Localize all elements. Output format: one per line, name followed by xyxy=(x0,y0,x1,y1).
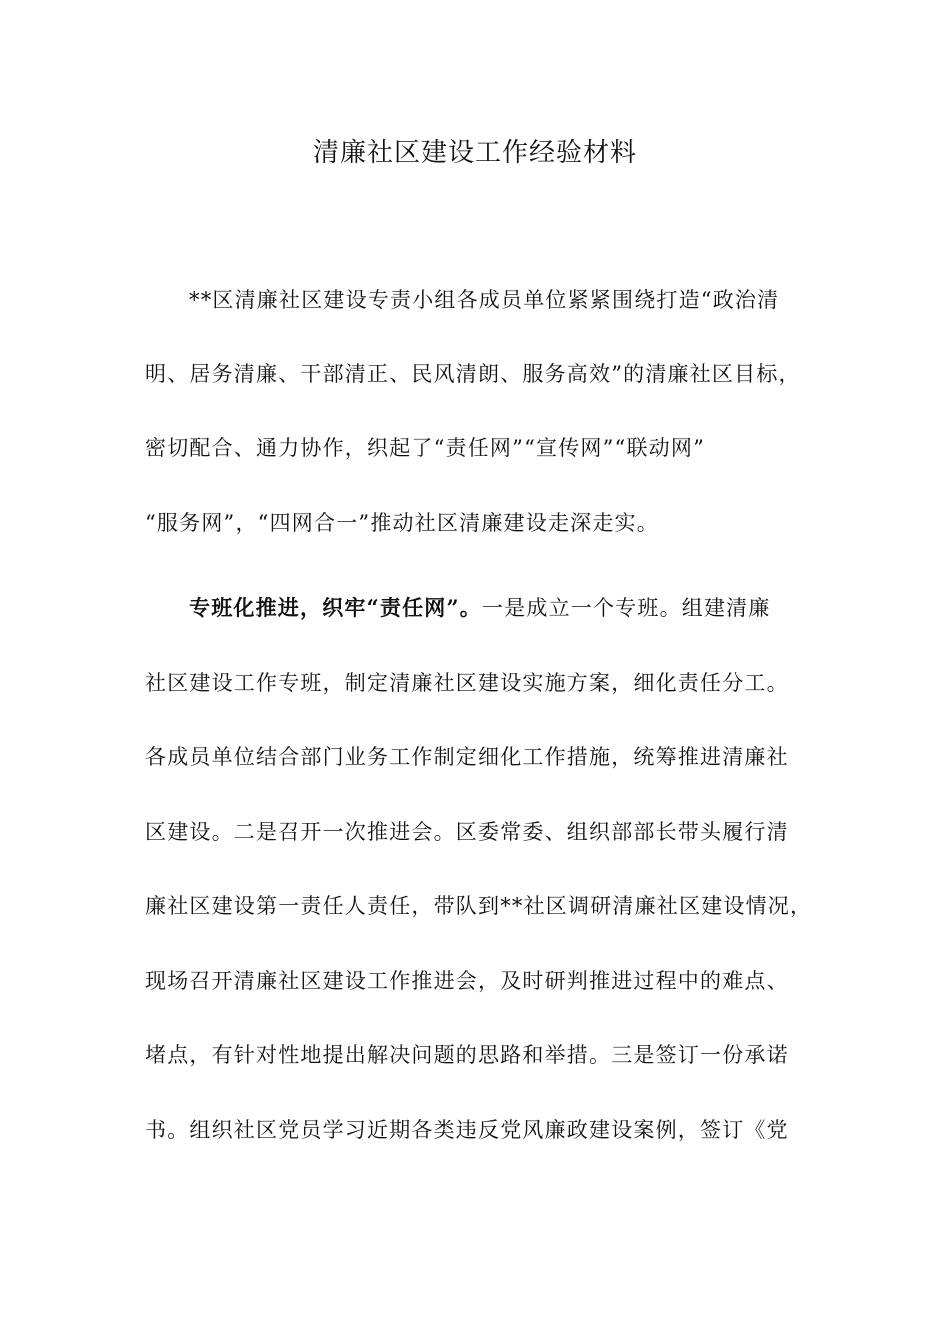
paragraph-2-line-5: 廉社区建设第一责任人责任，带队到**社区调研清廉社区建设情况， xyxy=(145,894,813,918)
paragraph-2-line-1-rest: 一是成立一个专班。组建清廉 xyxy=(481,596,771,620)
paragraph-1-line-3: 密切配合、通力协作，织起了“责任网”“宣传网”“联动网” xyxy=(145,436,706,460)
paragraph-2-line-4: 区建设。二是召开一次推进会。区委常委、组织部部长带头履行清 xyxy=(145,820,789,844)
document-title: 清廉社区建设工作经验材料 xyxy=(312,138,637,168)
paragraph-2-line-6: 现场召开清廉社区建设工作推进会，及时研判推进过程中的难点、 xyxy=(145,969,789,993)
paragraph-2-line-7: 堵点，有针对性地提出解决问题的思路和举措。三是签订一份承诺 xyxy=(145,1043,789,1067)
paragraph-1-line-2: 明、居务清廉、干部清正、民风清朗、服务高效”的清廉社区目标， xyxy=(145,362,801,386)
paragraph-1-line-1: **区清廉社区建设专责小组各成员单位紧紧围绕打造“政治清 xyxy=(189,288,780,312)
paragraph-2-line-8: 书。组织社区党员学习近期各类违反党风廉政建设案例，签订《党 xyxy=(145,1118,789,1142)
paragraph-2-line-2: 社区建设工作专班，制定清廉社区建设实施方案，细化责任分工。 xyxy=(145,671,789,695)
paragraph-2-line-3: 各成员单位结合部门业务工作制定细化工作措施，统筹推进清廉社 xyxy=(145,745,789,769)
section-heading: 专班化推进，织牢“责任网”。 xyxy=(189,595,482,620)
paragraph-1-line-4: “服务网”，“四网合一”推动社区清廉建设走深走实。 xyxy=(145,511,659,535)
paragraph-2-line-1 xyxy=(189,593,771,623)
